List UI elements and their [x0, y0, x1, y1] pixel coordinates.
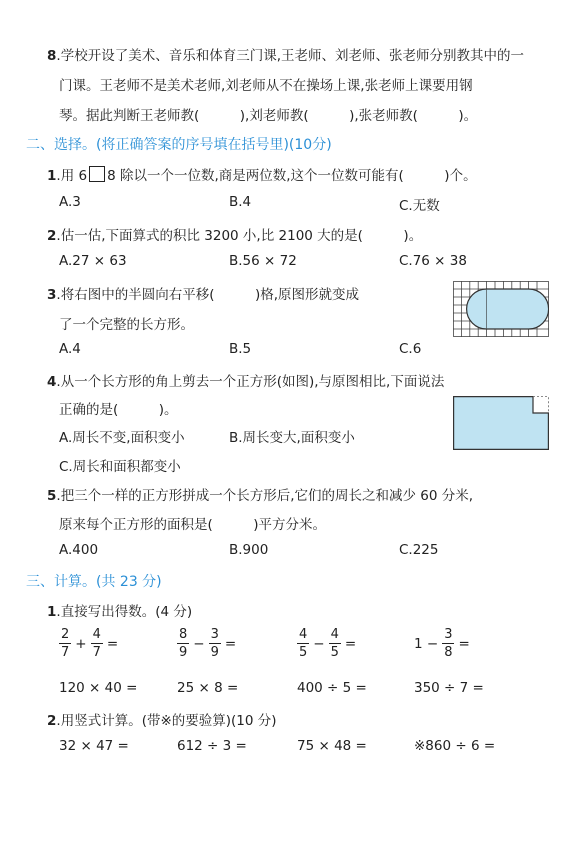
- q1-text-b: 8 除以一个一位数,商是两位数,这个一位数可能有( )个。: [107, 168, 477, 184]
- q8-line1: [47, 44, 524, 64]
- vertical-calc-item: 612 ÷ 3 =: [177, 738, 247, 754]
- q5-line2: 原来每个正方形的面积是( )平方分米。: [59, 517, 327, 533]
- operator: −: [193, 635, 205, 652]
- q4-option-b[interactable]: B.周长变大,面积变小: [229, 430, 355, 446]
- q8-number: 8: [47, 48, 57, 64]
- digit-blank-box[interactable]: [89, 166, 105, 182]
- q2-stem: [47, 224, 422, 244]
- fraction: [59, 628, 71, 659]
- fraction: [209, 628, 221, 659]
- vertical-calc-item: 32 × 47 =: [59, 738, 129, 754]
- q1-option-a[interactable]: A.3: [59, 194, 81, 210]
- q2-text: .估一估,下面算式的积比 3200 小,比 2100 大的是( )。: [56, 228, 423, 244]
- q3-number: 3: [47, 287, 57, 303]
- operator: +: [75, 635, 87, 652]
- denominator: 7: [61, 645, 70, 660]
- q4-number: 4: [47, 374, 57, 390]
- equals-sign: =: [106, 635, 119, 652]
- q4-option-c[interactable]: C.周长和面积都变小: [59, 459, 181, 475]
- q4-line1: [47, 370, 444, 390]
- equals-sign: =: [344, 635, 357, 652]
- fraction-expr-1: [59, 628, 118, 659]
- q5-option-a[interactable]: A.400: [59, 542, 99, 558]
- operator: −: [313, 635, 325, 652]
- q8-line2: 门课。王老师不是美术老师,刘老师从不在操场上课,张老师上课要用钢: [59, 78, 473, 94]
- q4-line2: 正确的是( )。: [59, 402, 178, 418]
- q2-number: 2: [47, 228, 57, 244]
- denominator: 5: [299, 645, 308, 660]
- denominator: 5: [330, 645, 339, 660]
- numerator: 2: [61, 627, 70, 642]
- c1-title: [47, 600, 192, 620]
- numerator: 4: [299, 627, 308, 642]
- c1-title-text: .直接写出得数。(4 分): [56, 604, 193, 620]
- denominator: 8: [444, 645, 453, 660]
- c1-number: 1: [47, 604, 57, 620]
- denominator: 7: [92, 645, 101, 660]
- calc-expr: 25 × 8 =: [177, 680, 239, 696]
- fraction: [297, 628, 309, 659]
- lead-term: 1 −: [414, 635, 439, 652]
- q5-line1: [47, 484, 473, 504]
- fraction: [329, 628, 341, 659]
- q5-option-b[interactable]: B.900: [229, 542, 269, 558]
- denominator: 9: [179, 645, 188, 660]
- calc-expr: 400 ÷ 5 =: [297, 680, 367, 696]
- equals-sign: =: [458, 635, 470, 652]
- c2-title-text: .用竖式计算。(带※的要验算)(10 分): [56, 713, 277, 729]
- q1-option-c[interactable]: C.无数: [399, 198, 440, 214]
- fraction-expr-3: [297, 628, 356, 659]
- fraction: [177, 628, 189, 659]
- q8-text1: .学校开设了美术、音乐和体育三门课,王老师、刘老师、张老师分别教其中的一: [56, 48, 524, 64]
- q1-stem: [47, 164, 477, 184]
- calc-expr: 120 × 40 =: [59, 680, 138, 696]
- semicircle-grid-figure: [453, 281, 549, 337]
- q2-option-a[interactable]: A.27 × 63: [59, 253, 127, 269]
- vertical-calc-item: 75 × 48 =: [297, 738, 367, 754]
- numerator: 3: [210, 627, 219, 642]
- q1-number: 1: [47, 168, 57, 184]
- q4-option-a[interactable]: A.周长不变,面积变小: [59, 430, 185, 446]
- cut-rectangle-figure: [453, 396, 549, 450]
- fraction-expr-2: [177, 628, 236, 659]
- q3-text1: .将右图中的半圆向右平移( )格,原图形就变成: [56, 287, 360, 303]
- vertical-calc-item: ※860 ÷ 6 =: [414, 738, 496, 754]
- q3-option-c[interactable]: C.6: [399, 341, 422, 357]
- denominator: 9: [210, 645, 219, 660]
- numerator: 8: [179, 627, 188, 642]
- q3-option-a[interactable]: A.4: [59, 341, 81, 357]
- q4-text1: .从一个长方形的角上剪去一个正方形(如图),与原图相比,下面说法: [56, 374, 445, 390]
- fraction: [91, 628, 103, 659]
- q2-option-c[interactable]: C.76 × 38: [399, 253, 467, 269]
- q3-line2: 了一个完整的长方形。: [59, 317, 194, 333]
- fraction-expr-4: [414, 628, 470, 659]
- section-3-title: 三、计算。(共 23 分): [26, 574, 162, 590]
- q5-text1: .把三个一样的正方形拼成一个长方形后,它们的周长之和减少 60 分米,: [56, 488, 474, 504]
- numerator: 3: [444, 627, 453, 642]
- calc-expr: 350 ÷ 7 =: [414, 680, 484, 696]
- section-2-title: 二、选择。(将正确答案的序号填在括号里)(10分): [26, 137, 332, 153]
- c2-number: 2: [47, 713, 57, 729]
- q8-line3: 琴。据此判断王老师教( ),刘老师教( ),张老师教( )。: [59, 108, 478, 124]
- fraction: [442, 628, 454, 659]
- c2-title: [47, 709, 277, 729]
- q3-line1: [47, 283, 359, 303]
- q2-option-b[interactable]: B.56 × 72: [229, 253, 297, 269]
- q5-number: 5: [47, 488, 57, 504]
- numerator: 4: [330, 627, 339, 642]
- q3-option-b[interactable]: B.5: [229, 341, 252, 357]
- q1-option-b[interactable]: B.4: [229, 194, 252, 210]
- q5-option-c[interactable]: C.225: [399, 542, 439, 558]
- numerator: 4: [92, 627, 101, 642]
- q1-text-a: .用 6: [56, 168, 88, 184]
- equals-sign: =: [224, 635, 237, 652]
